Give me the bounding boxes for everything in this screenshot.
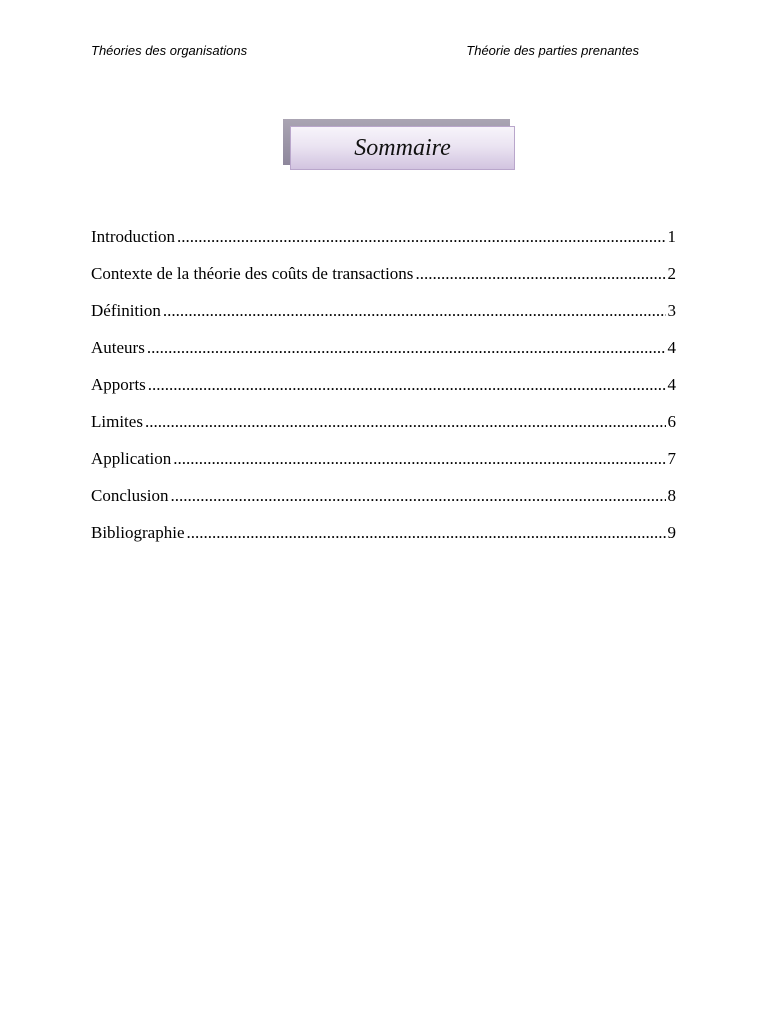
toc-entry[interactable] — [91, 448, 676, 485]
page-title: Sommaire — [354, 134, 451, 161]
toc-entry-label: Auteurs — [91, 338, 145, 357]
toc-leader-dots — [415, 263, 665, 285]
toc-leader-dots — [177, 226, 665, 248]
toc-entry-page: 7 — [667, 449, 676, 468]
toc-entry[interactable] — [91, 374, 676, 411]
toc-entry-page: 1 — [667, 227, 676, 246]
toc-entry[interactable] — [91, 485, 676, 522]
toc-leader-dots — [147, 337, 666, 359]
toc-entry[interactable] — [91, 300, 676, 337]
toc-entry-label: Bibliographie — [91, 523, 185, 542]
toc-entry-label: Limites — [91, 412, 143, 431]
toc-leader-dots — [186, 522, 665, 544]
toc-entry-page: 6 — [667, 412, 676, 431]
toc-entry-label: Contexte de la théorie des coûts de transactions — [91, 264, 414, 283]
toc-entry[interactable] — [91, 226, 676, 263]
page-header — [91, 40, 639, 60]
toc-leader-dots — [173, 448, 665, 470]
table-of-contents — [91, 226, 676, 559]
title-banner — [283, 119, 519, 175]
toc-entry-label: Apports — [91, 375, 146, 394]
toc-entry-page: 4 — [667, 338, 676, 357]
toc-entry[interactable] — [91, 263, 676, 300]
toc-entry[interactable] — [91, 522, 676, 559]
toc-entry-page: 8 — [667, 486, 676, 505]
toc-entry-page: 9 — [667, 523, 676, 542]
toc-entry[interactable] — [91, 337, 676, 374]
toc-leader-dots — [148, 374, 666, 396]
toc-leader-dots — [145, 411, 666, 433]
header-right-text: Théorie des parties prenantes — [466, 42, 639, 58]
title-banner-box — [290, 126, 515, 170]
toc-entry-page: 3 — [667, 301, 676, 320]
toc-entry[interactable] — [91, 411, 676, 448]
toc-entry-page: 4 — [667, 375, 676, 394]
toc-entry-label: Application — [91, 449, 172, 468]
toc-entry-label: Introduction — [91, 227, 176, 246]
toc-entry-page: 2 — [667, 264, 676, 283]
toc-leader-dots — [163, 300, 666, 322]
toc-leader-dots — [170, 485, 665, 507]
toc-entry-label: Conclusion — [91, 486, 169, 505]
toc-entry-label: Définition — [91, 301, 161, 320]
header-left-text: Théories des organisations — [91, 42, 248, 58]
